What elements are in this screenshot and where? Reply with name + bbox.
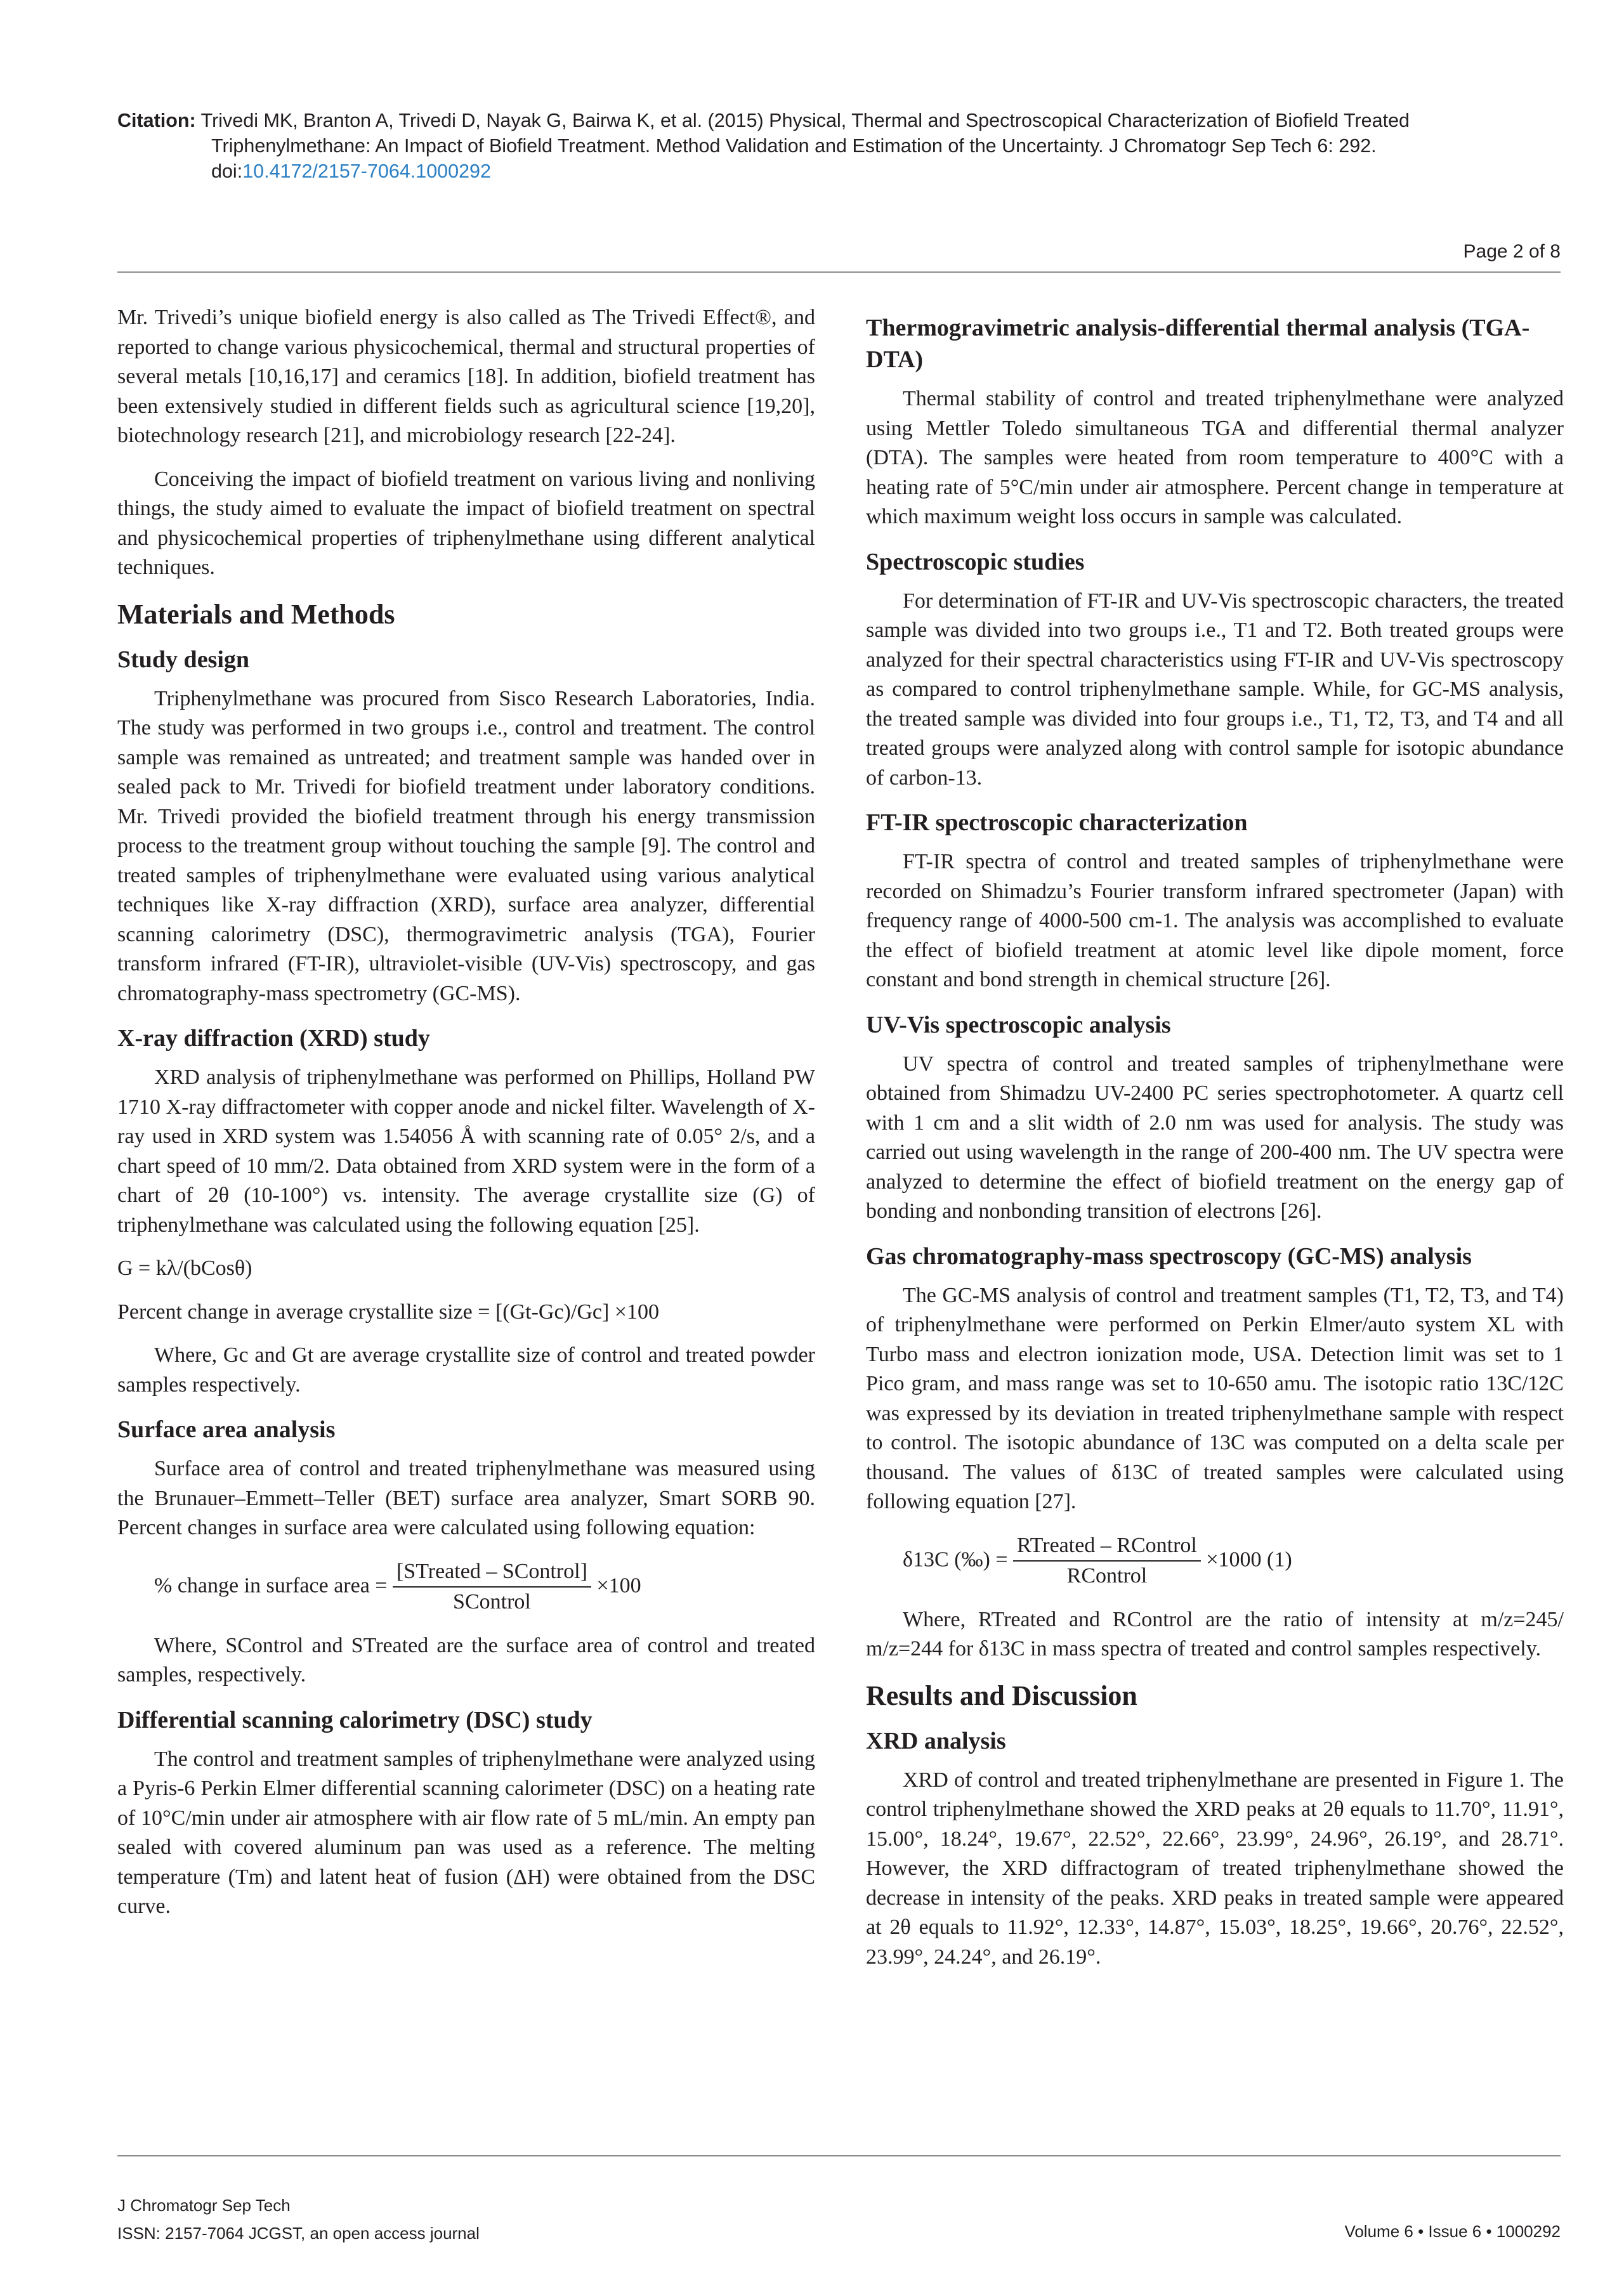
equation-denominator: RControl xyxy=(1066,1564,1148,1588)
citation-label: Citation: xyxy=(117,110,196,131)
subsection-heading-gcms: Gas chromatography-mass spectroscopy (GC-MS) analysis xyxy=(866,1243,1472,1270)
equation-lhs: δ13C (‰) = xyxy=(903,1547,1008,1571)
doi-link[interactable]: 10.4172/2157-7064.1000292 xyxy=(242,160,491,182)
equation-surface-area xyxy=(154,1557,815,1617)
paragraph: Mr. Trivedi’s unique biofield energy is also called as The Trivedi Effect®, and reported to change various physicochemical, thermal and structural properties of several metals [10,16,17] and ceramics [18]. In addition, biofield treatment has been extensively studied in different fields such as agricultural science [19,20], biotechnology research [21], and microbiology research [22-24]. xyxy=(117,306,815,447)
footer-journal: J Chromatogr Sep Tech xyxy=(117,2196,291,2215)
equation-multiplier: ×1000 (1) xyxy=(1206,1547,1292,1571)
subsection-heading-xrd-analysis: XRD analysis xyxy=(866,1727,1006,1754)
paragraph: Thermal stability of control and treated triphenylmethane were analyzed using Mettler Toledo simultaneous TGA and differential thermal analyzer (DTA). The samples were heated from room temperature to 400°C with a heating rate of 5°C/min under air atmosphere. Percent change in temperature at which maximum weight loss occurs in sample was calculated. xyxy=(866,387,1564,528)
section-heading-results: Results and Discussion xyxy=(866,1680,1137,1711)
paragraph: Where, RTreated and RControl are the ratio of intensity at m/z=245/ m/z=244 for δ13C in mass spectra of treated and control samples respectively. xyxy=(866,1607,1564,1660)
equation-delta-c13 xyxy=(903,1531,1564,1591)
equation-lhs: % change in surface area = xyxy=(154,1573,388,1597)
footer-volume: Volume 6 • Issue 6 • 1000292 xyxy=(1344,2222,1561,2241)
left-column xyxy=(117,303,815,1936)
equation-percent-change: Percent change in average crystallite size = [(Gt-Gc)/Gc] ×100 xyxy=(117,1300,659,1324)
section-heading-methods: Materials and Methods xyxy=(117,598,395,630)
equation-fraction xyxy=(1013,1531,1201,1591)
subsection-heading-tga: Thermogravimetric analysis-differential thermal analysis (TGA-DTA) xyxy=(866,315,1530,373)
subsection-heading-dsc: Differential scanning calorimetry (DSC) study xyxy=(117,1706,593,1733)
subsection-heading-design: Study design xyxy=(117,646,250,673)
citation-block xyxy=(117,108,1557,184)
paragraph: Surface area of control and treated triphenylmethane was measured using the Brunauer–Emmett–Teller (BET) surface area analyzer, Smart SORB 90. Percent changes in surface area were calculated using following equation: xyxy=(117,1457,815,1539)
paragraph: UV spectra of control and treated samples of triphenylmethane were obtained from Shimadzu UV-2400 PC series spectrophotometer. A quartz cell with 1 cm and a slit width of 2.0 nm was used for analysis. The study was carried out using wavelength in the range of 200-400 nm. The UV spectra were analyzed to determine the effect of biofield treatment on the energy gap of bonding and nonbonding transition of electrons [26]. xyxy=(866,1052,1564,1223)
subsection-heading-uv: UV-Vis spectroscopic analysis xyxy=(866,1011,1171,1038)
doi-prefix: doi: xyxy=(211,160,243,182)
equation-multiplier: ×100 xyxy=(596,1573,641,1597)
paragraph: XRD analysis of triphenylmethane was performed on Phillips, Holland PW 1710 X-ray diffractometer with copper anode and nickel filter. Wavelength of X-ray used in XRD system was 1.54056 Å with scanning rate of 0.05° 2/s, and a chart speed of 10 mm/2. Data obtained from XRD system were in the form of a chart of 2θ (10-100°) vs. intensity. The average crystallite size (G) of triphenylmethane was calculated using the following equation [25]. xyxy=(117,1066,815,1237)
paragraph: XRD of control and treated triphenylmethane are presented in Figure 1. The control triphenylmethane showed the XRD peaks at 2θ equals to 11.70°, 11.91°, 15.00°, 18.24°, 19.67°, 22.52°, 22.66°, 23.99°, 24.96°, 26.19°, and 28.71°. However, the XRD diffractogram of treated triphenylmethane showed the decrease in intensity of the peaks. XRD peaks in treated sample were appeared at 2θ equals to 11.92°, 12.33°, 14.87°, 15.03°, 18.25°, 19.66°, 20.76°, 22.52°, 23.99°, 24.24°, and 26.19°. xyxy=(866,1768,1564,1969)
footer-divider xyxy=(117,2155,1561,2156)
paragraph: Conceiving the impact of biofield treatment on various living and nonliving things, the study aimed to evaluate the impact of biofield treatment on spectral and physicochemical properties of triphenylmethane using different analytical techniques. xyxy=(117,467,815,579)
page-number: Page 2 of 8 xyxy=(1463,241,1561,262)
footer-issn: ISSN: 2157-7064 JCGST, an open access journal xyxy=(117,2224,480,2243)
right-column xyxy=(866,303,1564,1986)
subsection-heading-surface: Surface area analysis xyxy=(117,1416,336,1443)
paragraph: For determination of FT-IR and UV-Vis spectroscopic characters, the treated sample was divided into two groups i.e., T1 and T2. Both treated groups were analyzed for their spectral characteristics using FT-IR and UV-Vis spectroscopy as compared to control triphenylmethane sample. While, for GC-MS analysis, the treated sample was divided into four groups i.e., T1, T2, T3, and T4 and all treated groups were analyzed along with control sample for isotopic abundance of carbon-13. xyxy=(866,589,1564,790)
equation-denominator: SControl xyxy=(453,1590,531,1614)
paragraph: Where, Gc and Gt are average crystallite size of control and treated powder samples respectively. xyxy=(117,1343,815,1397)
header-divider xyxy=(117,271,1561,273)
citation-doi-line xyxy=(117,159,1557,184)
citation-line2: Triphenylmethane: An Impact of Biofield Treatment. Method Validation and Estimation of the Uncertainty. J Chromatogr Sep Tech 6: 292. xyxy=(211,135,1377,157)
paragraph: Where, SControl and STreated are the surface area of control and treated samples, respectively. xyxy=(117,1633,815,1686)
equation-crystallite: G = kλ/(bCosθ) xyxy=(117,1256,252,1280)
paragraph: Triphenylmethane was procured from Sisco Research Laboratories, India. The study was performed in two groups i.e., control and treatment. The control sample was remained as untreated; and treatment sample was handed over in sealed pack to Mr. Trivedi for biofield treatment under laboratory conditions. Mr. Trivedi provided the biofield treatment through his energy transmission process to the treatment group without touching the sample [9]. The control and treated samples of triphenylmethane were evaluated using various analytical techniques like X-ray diffraction (XRD), surface area analyzer, differential scanning calorimetry (DSC), thermogravimetric analysis (TGA), Fourier transform infrared (FT-IR), ultraviolet-visible (UV-Vis) spectroscopy, and gas chromatography-mass spectrometry (GC-MS). xyxy=(117,686,815,1005)
paragraph: The control and treatment samples of triphenylmethane were analyzed using a Pyris-6 Perkin Elmer differential scanning calorimeter (DSC) on a heating rate of 10°C/min under air atmosphere with air flow rate of 5 mL/min. An empty pan sealed with covered aluminum pan was used as a reference. The melting temperature (Tm) and latent heat of fusion (ΔH) were obtained from the DSC curve. xyxy=(117,1747,815,1918)
paragraph: The GC-MS analysis of control and treatment samples (T1, T2, T3, and T4) of triphenylmethane were performed on Perkin Elmer/auto system XL with Turbo mass and electron ionization mode, USA. Detection limit was set to 1 Pico gram, and mass range was set to 10-650 amu. The isotopic ratio 13C/12C was expressed by its deviation in treated triphenylmethane sample with respect to control. The isotopic abundance of 13C was computed on a delta scale per thousand. The values of δ13C of treated samples were calculated using following equation [27]. xyxy=(866,1283,1564,1513)
citation-line1: Trivedi MK, Branton A, Trivedi D, Nayak G, Bairwa K, et al. (2015) Physical, Thermal and Spectroscopical Characterization of Biofield Treated xyxy=(200,110,1410,131)
equation-fraction xyxy=(393,1557,591,1617)
footer-left xyxy=(117,2191,480,2247)
subsection-heading-ftir: FT-IR spectroscopic characterization xyxy=(866,809,1248,836)
equation-numerator: [STreated – SControl] xyxy=(393,1557,591,1588)
equation-numerator: RTreated – RControl xyxy=(1013,1531,1201,1562)
subsection-heading-xrd: X-ray diffraction (XRD) study xyxy=(117,1025,430,1052)
subsection-heading-spectroscopic: Spectroscopic studies xyxy=(866,548,1085,575)
paragraph: FT-IR spectra of control and treated samples of triphenylmethane were recorded on Shimadzu’s Fourier transform infrared spectrometer (Japan) with frequency range of 4000-500 cm-1. The analysis was accomplished to evaluate the effect of biofield treatment at atomic level like dipole moment, force constant and bond strength in chemical structure [26]. xyxy=(866,850,1564,991)
